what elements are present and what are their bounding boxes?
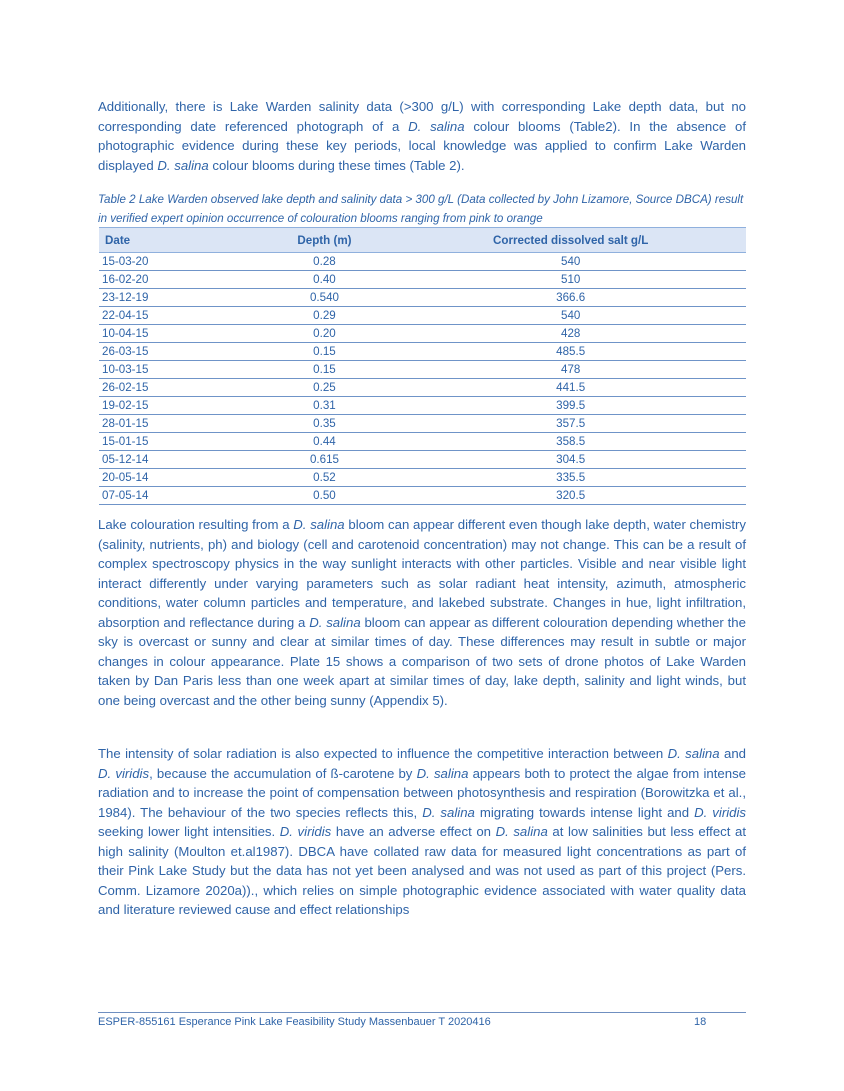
cell-salt: 399.5 bbox=[395, 397, 746, 415]
cell-date: 26-02-15 bbox=[99, 379, 254, 397]
cell-depth: 0.20 bbox=[254, 325, 396, 343]
cell-salt: 320.5 bbox=[395, 487, 746, 505]
table-row bbox=[99, 253, 746, 271]
species-name: D. salina bbox=[309, 614, 361, 630]
cell-depth: 0.25 bbox=[254, 379, 396, 397]
cell-date: 22-04-15 bbox=[99, 307, 254, 325]
cell-salt: 357.5 bbox=[395, 415, 746, 433]
footer-document-id: ESPER-855161 Esperance Pink Lake Feasibility Study Massenbauer T 2020416 bbox=[98, 1016, 491, 1028]
species-name: D. salina bbox=[495, 824, 548, 839]
species-name: D. viridis bbox=[694, 804, 747, 820]
cell-date: 10-04-15 bbox=[99, 325, 254, 343]
footer-divider bbox=[98, 1012, 746, 1013]
cell-date: 15-01-15 bbox=[99, 433, 254, 451]
paragraph-text: migrating towards intense light and bbox=[474, 804, 695, 820]
paragraph-text: have an adverse effect on bbox=[331, 824, 496, 839]
cell-depth: 0.35 bbox=[254, 415, 396, 433]
cell-salt: 540 bbox=[395, 307, 746, 325]
cell-depth: 0.15 bbox=[254, 343, 396, 361]
species-name: D. salina bbox=[408, 118, 465, 134]
table-row bbox=[99, 307, 746, 325]
cell-salt: 304.5 bbox=[395, 451, 746, 469]
paragraph-text: appears both to protect the algae from intense radiation and to increase the point of compensation between photosynthesis and respiration (Borowitzka et al., 1984). The behaviour of the two species reflects this, bbox=[98, 765, 746, 820]
paragraph-colouration bbox=[98, 515, 746, 710]
species-name: D. salina bbox=[422, 804, 475, 820]
cell-salt: 366.6 bbox=[395, 289, 746, 307]
paragraph-text: Additionally, there is Lake Warden salinity data (>300 g/L) with corresponding Lake depth data, but no corresponding date referenced photograph of a bbox=[98, 99, 746, 134]
cell-depth: 0.15 bbox=[254, 361, 396, 379]
table-body bbox=[99, 253, 746, 505]
cell-date: 15-03-20 bbox=[99, 253, 254, 271]
paragraph-text: Lake colouration resulting from a bbox=[98, 517, 294, 532]
table-row bbox=[99, 289, 746, 307]
cell-date: 07-05-14 bbox=[99, 487, 254, 505]
cell-depth: 0.31 bbox=[254, 397, 396, 415]
cell-salt: 428 bbox=[395, 325, 746, 343]
species-name: D. salina bbox=[157, 157, 209, 173]
cell-date: 20-05-14 bbox=[99, 469, 254, 487]
species-name: D. viridis bbox=[279, 824, 332, 839]
cell-salt: 485.5 bbox=[395, 343, 746, 361]
table-row bbox=[99, 343, 746, 361]
cell-depth: 0.52 bbox=[254, 469, 396, 487]
cell-salt: 358.5 bbox=[395, 433, 746, 451]
cell-salt: 510 bbox=[395, 271, 746, 289]
paragraph-text: The intensity of solar radiation is also expected to influence the competitive interaction between bbox=[98, 746, 668, 761]
cell-depth: 0.44 bbox=[254, 433, 396, 451]
paragraph-text: bloom can appear as different colouration depending whether the sky is overcast or sunny and clear at similar times of day. These differences may result in subtle or major changes in colour appearance. Plate 15 shows a comparison of two sets of drone photos of Lake Warden taken by Dan Paris less than one week apart at similar times of day, lake depth, salinity and light winds, but one being overcast and the other being sunny (Appendix 5). bbox=[98, 614, 746, 708]
cell-salt: 540 bbox=[395, 253, 746, 271]
table-row bbox=[99, 325, 746, 343]
table-row bbox=[99, 487, 746, 505]
page-number: 18 bbox=[694, 1016, 707, 1028]
paragraph-solar-radiation bbox=[98, 744, 746, 920]
paragraph-text: at low salinities but less effect at high salinity (Moulton et.al1987). DBCA have collated raw data for measured light concentrations as part of their Pink Lake Study but the data has not yet been analysed and was not used as part of this project (Pers. Comm. Lizamore 2020a))., which relies on simple photographic evidence associated with water quality data and literature reviewed cause and effect relationships bbox=[98, 824, 747, 917]
table-row bbox=[99, 379, 746, 397]
paragraph-intro bbox=[98, 97, 746, 175]
salinity-table bbox=[99, 227, 746, 505]
paragraph-text: and bbox=[719, 746, 747, 761]
cell-date: 23-12-19 bbox=[99, 289, 254, 307]
column-header-salt: Corrected dissolved salt g/L bbox=[395, 228, 746, 253]
table-caption: Table 2 Lake Warden observed lake depth and salinity data > 300 g/L (Data collected by John Lizamore, Source DBCA) result in verified expert opinion occurrence of colouration blooms ranging from pink to orange bbox=[98, 193, 744, 225]
column-header-depth: Depth (m) bbox=[254, 228, 396, 253]
paragraph-text: bloom can appear different even though lake depth, water chemistry (salinity, nutrients, ph) and biology (cell and carotenoid concentration) may not change. This can be a result of complex spectroscopy physics in the way sunlight interacts with other particles. Visible and near visible light interact differently under varying parameters such as solar radiant heat intensity, azimuth, atmospheric conditions, water column particles and temperature, and lakebed substrate. Changes in hue, light infiltration, absorption and reflectance during a bbox=[98, 517, 746, 630]
table-row bbox=[99, 415, 746, 433]
cell-depth: 0.615 bbox=[254, 451, 396, 469]
cell-depth: 0.29 bbox=[254, 307, 396, 325]
cell-date: 05-12-14 bbox=[99, 451, 254, 469]
table-row bbox=[99, 397, 746, 415]
paragraph-text: colour blooms during these times (Table 2). bbox=[208, 157, 465, 173]
paragraph-text: seeking lower light intensities. bbox=[98, 824, 280, 839]
cell-depth: 0.540 bbox=[254, 289, 396, 307]
table-row bbox=[99, 433, 746, 451]
cell-date: 28-01-15 bbox=[99, 415, 254, 433]
species-name: D. salina bbox=[293, 517, 345, 532]
cell-salt: 441.5 bbox=[395, 379, 746, 397]
species-name: D. viridis bbox=[98, 765, 150, 781]
table-row bbox=[99, 361, 746, 379]
table-row bbox=[99, 271, 746, 289]
table-row bbox=[99, 451, 746, 469]
species-name: D. salina bbox=[416, 765, 469, 781]
column-header-date: Date bbox=[99, 228, 254, 253]
cell-date: 16-02-20 bbox=[99, 271, 254, 289]
cell-depth: 0.28 bbox=[254, 253, 396, 271]
paragraph-text: colour blooms (Table2). In the absence of photographic evidence during these key periods, local knowledge was applied to confirm Lake Warden displayed bbox=[98, 118, 746, 173]
species-name: D. salina bbox=[667, 746, 720, 761]
cell-depth: 0.40 bbox=[254, 271, 396, 289]
paragraph-text: , because the accumulation of ß-carotene by bbox=[149, 765, 417, 781]
cell-date: 10-03-15 bbox=[99, 361, 254, 379]
cell-date: 26-03-15 bbox=[99, 343, 254, 361]
cell-depth: 0.50 bbox=[254, 487, 396, 505]
table-header-row bbox=[99, 228, 746, 253]
cell-salt: 335.5 bbox=[395, 469, 746, 487]
cell-salt: 478 bbox=[395, 361, 746, 379]
table-row bbox=[99, 469, 746, 487]
cell-date: 19-02-15 bbox=[99, 397, 254, 415]
